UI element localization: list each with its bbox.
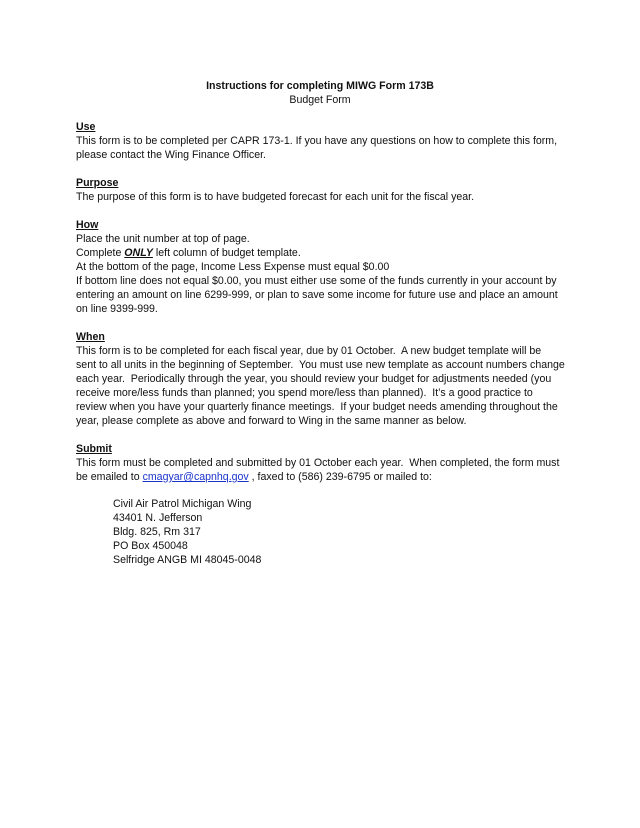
when-line: year, please complete as above and forward to Wing in the same manner as below.: [76, 415, 467, 427]
section-heading-when: When: [76, 331, 105, 343]
section-heading-purpose: Purpose: [76, 177, 119, 189]
address-line: PO Box 450048: [113, 540, 188, 552]
when-line: review when you have your quarterly finance meetings. If your budget needs amending throughout the: [76, 401, 558, 413]
address-line: Selfridge ANGB MI 48045-0048: [113, 554, 262, 566]
how-line: If bottom line does not equal $0.00, you must either use some of the funds currently in your account by: [76, 275, 557, 287]
how-line: on line 9399-999.: [76, 303, 158, 315]
submit-line: This form must be completed and submitted by 01 October each year. When completed, the form must: [76, 457, 560, 469]
submit-line-suffix: , faxed to (586) 239-6795 or mailed to:: [248, 471, 432, 483]
section-purpose: [76, 176, 576, 204]
how-line-suffix: left column of budget template.: [152, 247, 301, 259]
section-when: [76, 330, 576, 428]
when-line: This form is to be completed for each fiscal year, due by 01 October. A new budget template will be: [76, 345, 542, 357]
document-title: Instructions for completing MIWG Form 173B: [206, 80, 434, 92]
emphasis-only: ONLY: [124, 247, 153, 259]
address-line: Bldg. 825, Rm 317: [113, 526, 201, 538]
how-line-complete: [76, 246, 576, 260]
when-line: each year. Periodically through the year, you should review your budget for adjustments needed (you: [76, 373, 552, 385]
email-link[interactable]: cmagyar@capnhq.gov: [142, 471, 249, 483]
submit-line-prefix: be emailed to: [76, 471, 143, 483]
section-submit: [76, 442, 576, 567]
section-heading-submit: Submit: [76, 443, 112, 455]
purpose-line: The purpose of this form is to have budgeted forecast for each unit for the fiscal year.: [76, 191, 475, 203]
section-heading-use: Use: [76, 121, 96, 133]
when-line: receive more/less funds than planned; you spend more/less than planned). It’s a good practice to: [76, 387, 533, 399]
address-line: 43401 N. Jefferson: [113, 512, 203, 524]
how-line: entering an amount on line 6299-999, or plan to save some income for future use and place an amount: [76, 289, 558, 301]
address-line: Civil Air Patrol Michigan Wing: [113, 498, 252, 510]
section-how: [76, 218, 576, 316]
section-heading-how: How: [76, 219, 99, 231]
document-subtitle: Budget Form: [289, 94, 351, 106]
use-line: please contact the Wing Finance Officer.: [76, 149, 267, 161]
title-block: [0, 79, 640, 107]
document-body: [76, 120, 576, 581]
how-line: Place the unit number at top of page.: [76, 233, 250, 245]
use-line: This form is to be completed per CAPR 173-1. If you have any questions on how to complete this form,: [76, 135, 558, 147]
how-line-prefix: Complete: [76, 247, 125, 259]
when-line: sent to all units in the beginning of September. You must use new template as account numbers change: [76, 359, 565, 371]
mailing-address: [113, 497, 576, 567]
submit-line-email: [76, 470, 576, 484]
how-line: At the bottom of the page, Income Less Expense must equal $0.00: [76, 261, 390, 273]
section-use: [76, 120, 576, 162]
